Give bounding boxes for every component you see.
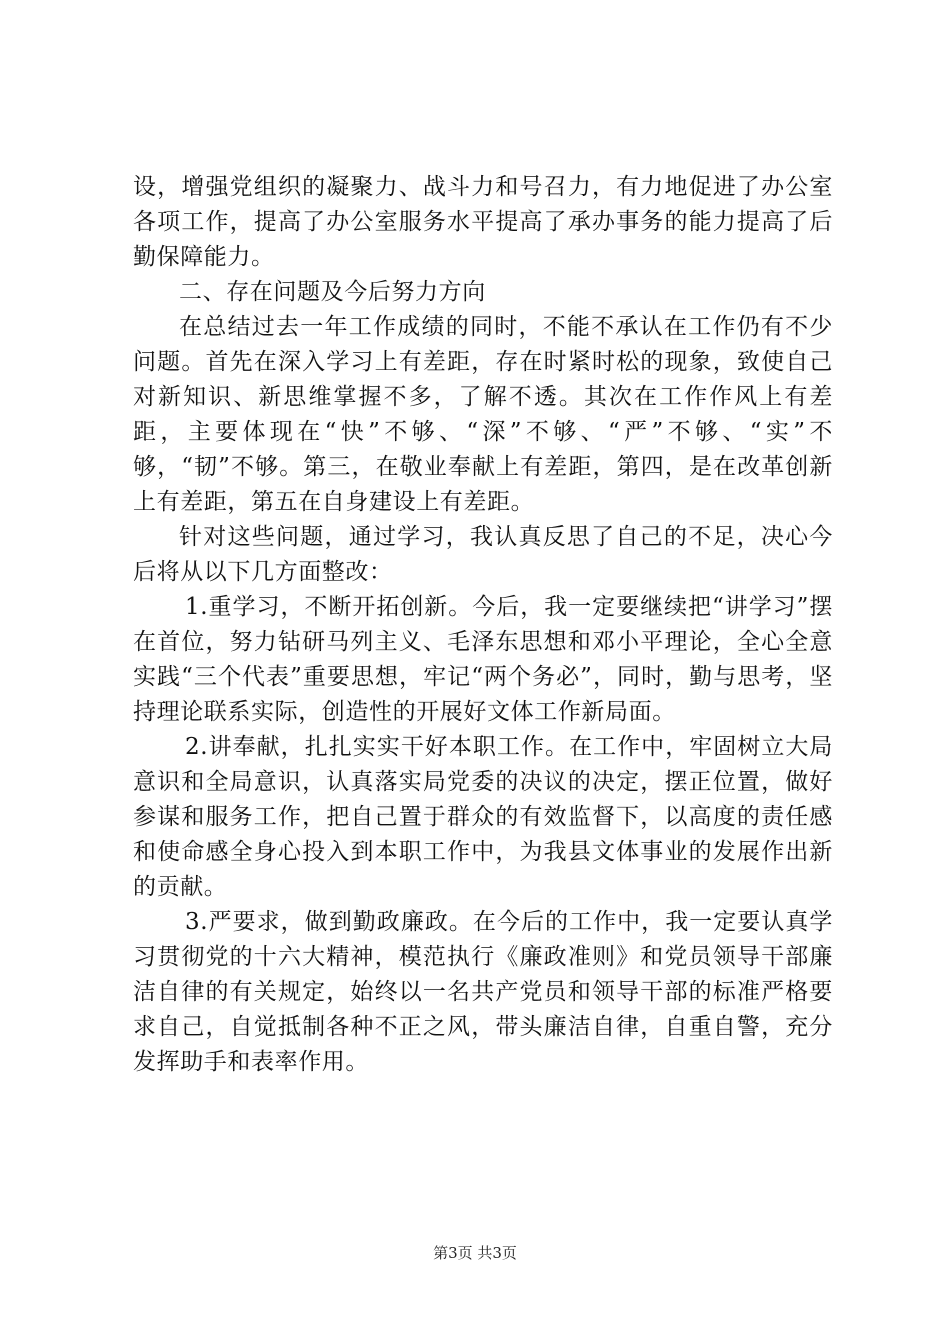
paragraph-continuation: 设，增强党组织的凝聚力、战斗力和号召力，有力地促进了办公室各项工作，提高了办公室服务水平提高了承办事务的能力提高了后勤保障能力。 bbox=[133, 174, 833, 270]
document-body bbox=[133, 170, 833, 1080]
paragraph-rectification-intro: 针对这些问题，通过学习，我认真反思了自己的不足，决心今后将从以下几方面整改： bbox=[133, 524, 833, 585]
paragraph-problems: 在总结过去一年工作成绩的同时，不能不承认在工作仍有不少问题。首先在深入学习上有差距，存在时紧时松的现象，致使自己对新知识、新思维掌握不多，了解不透。其次在工作作风上有差距，主要体现在“快”不够、“深”不够、“严”不够、“实”不够，“韧”不够。第三，在敬业奉献上有差距，第四，是在改革创新上有差距，第五在自身建设上有差距。 bbox=[133, 314, 833, 515]
paragraph-item-3: 3.严要求，做到勤政廉政。在今后的工作中，我一定要认真学习贯彻党的十六大精神，模范执行《廉政准则》和党员领导干部廉洁自律的有关规定，始终以一名共产党员和领导干部的标准严格要求自己，自觉抵制各种不正之风，带头廉洁自律，自重自警，充分发挥助手和表率作用。 bbox=[133, 909, 833, 1075]
page-number-footer: 第3页 共3页 bbox=[433, 1244, 517, 1262]
paragraph-item-2: 2.讲奉献，扎扎实实干好本职工作。在工作中，牢固树立大局意识和全局意识，认真落实局党委的决议的决定，摆正位置，做好参谋和服务工作，把自己置于群众的有效监督下，以高度的责任感和使命感全身心投入到本职工作中，为我县文体事业的发展作出新的贡献。 bbox=[133, 734, 833, 900]
section-heading-problems: 二、存在问题及今后努力方向 bbox=[179, 279, 486, 305]
paragraph-item-1: 1.重学习，不断开拓创新。今后，我一定要继续把“讲学习”摆在首位，努力钻研马列主义、毛泽东思想和邓小平理论，全心全意实践“三个代表”重要思想，牢记“两个务必”，同时，勤与思考，坚持理论联系实际，创造性的开展好文体工作新局面。 bbox=[133, 594, 833, 725]
